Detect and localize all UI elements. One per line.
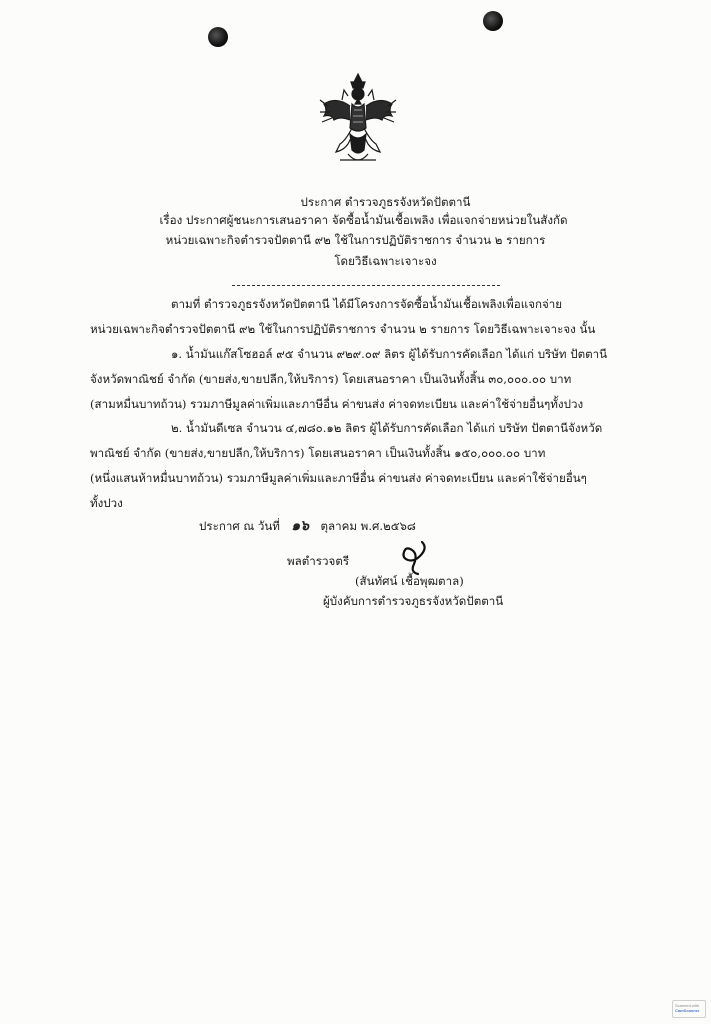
- item2-line-4: ทั้งปวง: [90, 496, 123, 510]
- scanner-watermark-line2: CamScanner: [675, 1008, 700, 1013]
- item2-line-3: (หนึ่งแสนห้าหมื่นบาทถ้วน) รวมภาษีมูลค่าเพิ่มและภาษีอื่น ค่าขนส่ง ค่าจดทะเบียน และค่าใช้จ่ายอื่นๆ: [90, 471, 587, 485]
- header-divider: [232, 285, 500, 286]
- signer-name: (สันทัศน์ เชื้อพุฒตาล): [355, 574, 464, 588]
- item1-line-2: จังหวัดพาณิชย์ จำกัด (ขายส่ง,ขายปลีก,ให้บริการ) โดยเสนอราคา เป็นเงินทั้งสิ้น ๓๐,๐๐๐.๐๐ บาท: [90, 372, 572, 386]
- announcement-subject-line3: โดยวิธีเฉพาะเจาะจง: [334, 254, 437, 268]
- punch-hole-left: [208, 27, 228, 47]
- garuda-emblem-icon: [318, 70, 398, 170]
- announcement-title: ประกาศ ตำรวจภูธรจังหวัดปัตตานี: [300, 195, 471, 209]
- announcement-subject-line2: หน่วยเฉพาะกิจตำรวจปัตตานี ๙๒ ใช้ในการปฏิบัติราชการ จำนวน ๒ รายการ: [165, 233, 546, 247]
- item1-line-1: ๑. น้ำมันแก๊สโซฮอล์ ๙๕ จำนวน ๙๒๙.๐๙ ลิตร ผู้ได้รับการคัดเลือก ได้แก่ บริษัท ปัตตานี: [171, 347, 608, 361]
- signer-position: ผู้บังคับการตำรวจภูธรจังหวัดปัตตานี: [323, 594, 504, 608]
- scanner-watermark: [672, 1000, 706, 1018]
- date-day-handwritten: ๑๖: [291, 518, 310, 534]
- punch-hole-right: [483, 11, 503, 31]
- item2-line-2: พาณิชย์ จำกัด (ขายส่ง,ขายปลีก,ให้บริการ) โดยเสนอราคา เป็นเงินทั้งสิ้น ๑๕๐,๐๐๐.๐๐ บาท: [90, 446, 546, 460]
- scanner-watermark-line1: Scanned with: [675, 1003, 700, 1008]
- item2-line-1: ๒. น้ำมันดีเซล จำนวน ๔,๗๘๐.๑๒ ลิตร ผู้ได้รับการคัดเลือก ได้แก่ บริษัท ปัตตานีจังหวัด: [171, 421, 603, 435]
- announcement-subject: เรื่อง ประกาศผู้ชนะการเสนอราคา จัดซื้อน้ำมันเชื้อเพลิง เพื่อแจกจ่ายหน่วยในสังกัด: [159, 213, 568, 227]
- intro-line-2: หน่วยเฉพาะกิจตำรวจปัตตานี ๙๒ ใช้ในการปฏิบัติราชการ จำนวน ๒ รายการ โดยวิธีเฉพาะเจาะจง นั้น: [90, 322, 596, 336]
- date-month-year: ตุลาคม พ.ศ.๒๕๖๘: [320, 519, 416, 533]
- announcement-date: [199, 515, 416, 537]
- date-prefix: ประกาศ ณ วันที่: [199, 519, 280, 533]
- handwritten-signature: [394, 538, 434, 578]
- item1-line-3: (สามหมื่นบาทถ้วน) รวมภาษีมูลค่าเพิ่มและภาษีอื่น ค่าขนส่ง ค่าจดทะเบียน และค่าใช้จ่ายอื่นๆทั้งปวง: [90, 397, 584, 411]
- intro-line-1: ตามที่ ตำรวจภูธรจังหวัดปัตตานี ได้มีโครงการจัดซื้อน้ำมันเชื้อเพลิงเพื่อแจกจ่าย: [171, 297, 563, 311]
- signer-rank: พลตำรวจตรี: [287, 554, 350, 568]
